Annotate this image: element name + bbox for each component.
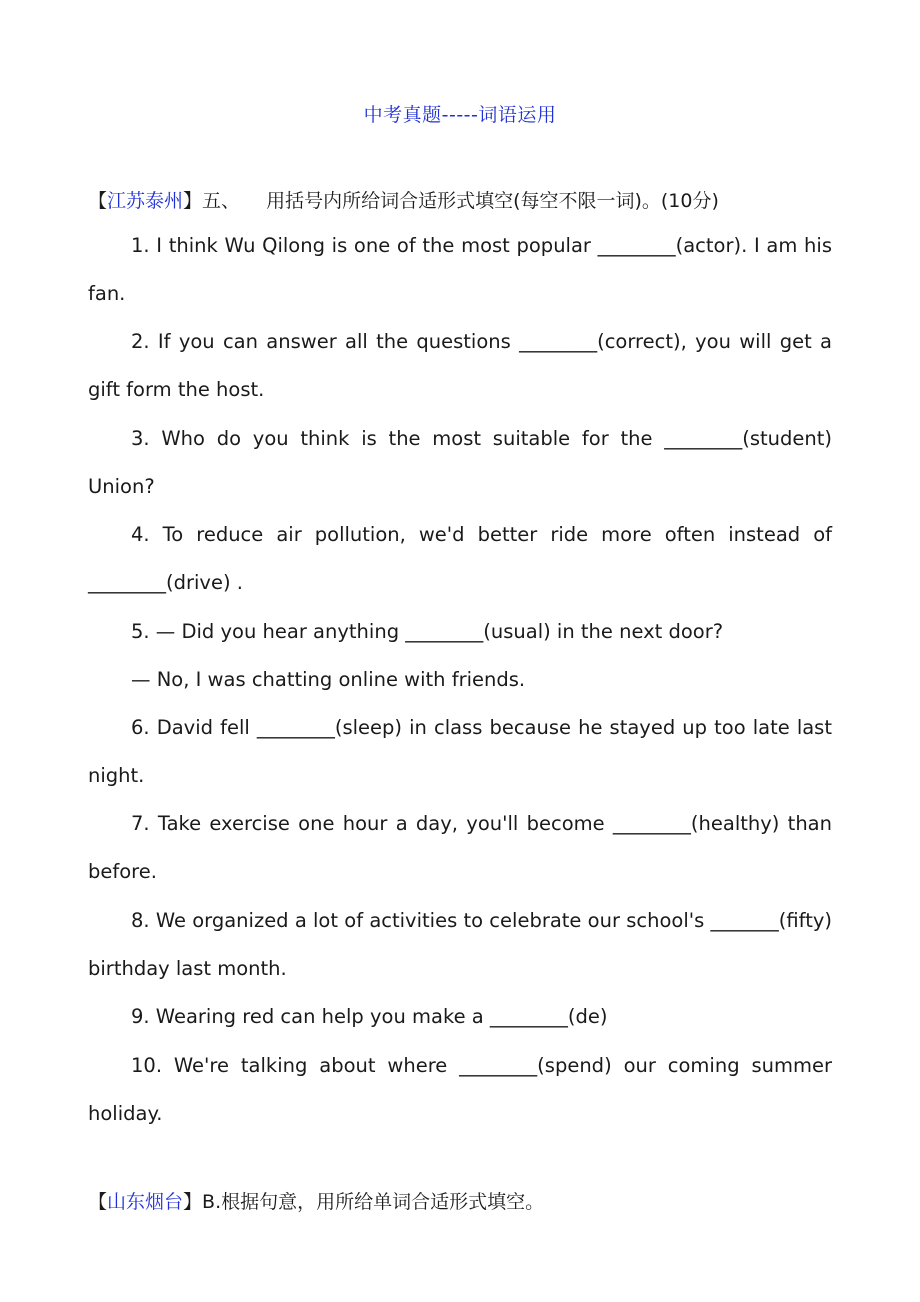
question-7: 7. Take exercise one hour a day, you'll become ________(healthy) than before. [88, 812, 832, 884]
question-10: 10. We're talking about where ________(spend) our coming summer holiday. [88, 1054, 832, 1126]
source-label: 江苏泰州 [107, 190, 184, 212]
question-5: 5. — Did you hear anything ________(usual) in the next door? [131, 620, 724, 643]
page-title: 中考真题-----词语运用 [363, 104, 557, 126]
section-instruction: B.根据句意，用所给单词合适形式填空。 [202, 1191, 545, 1213]
section-instruction: 用括号内所给词合适形式填空(每空不限一词)。(10分) [266, 190, 719, 212]
bracket-open: 【 [88, 1191, 108, 1213]
section-header-jiangsu [88, 186, 719, 213]
section-header-shandong [88, 1187, 544, 1214]
question-1: 1. I think Wu Qilong is one of the most popular ________(actor). I am his fan. [88, 234, 832, 306]
question-2: 2. If you can answer all the questions ________(correct), you will get a gift form the host. [88, 330, 832, 402]
question-9: 9. Wearing red can help you make a ________(de) [131, 1005, 608, 1028]
bracket-close: 】 [183, 190, 203, 212]
section-number: 五、 [202, 190, 241, 212]
question-5-reply: — No, I was chatting online with friends. [131, 668, 526, 691]
source-label: 山东烟台 [107, 1191, 184, 1213]
question-4: 4. To reduce air pollution, we'd better ride more often instead of ________(drive) . [88, 523, 832, 595]
question-6: 6. David fell ________(sleep) in class because he stayed up too late last night. [88, 716, 832, 788]
question-3: 3. Who do you think is the most suitable for the ________(student) Union? [88, 427, 832, 499]
bracket-open: 【 [88, 190, 108, 212]
question-8: 8. We organized a lot of activities to celebrate our school's _______(fifty) birthday last month. [88, 909, 832, 981]
bracket-close: 】 [183, 1191, 203, 1213]
